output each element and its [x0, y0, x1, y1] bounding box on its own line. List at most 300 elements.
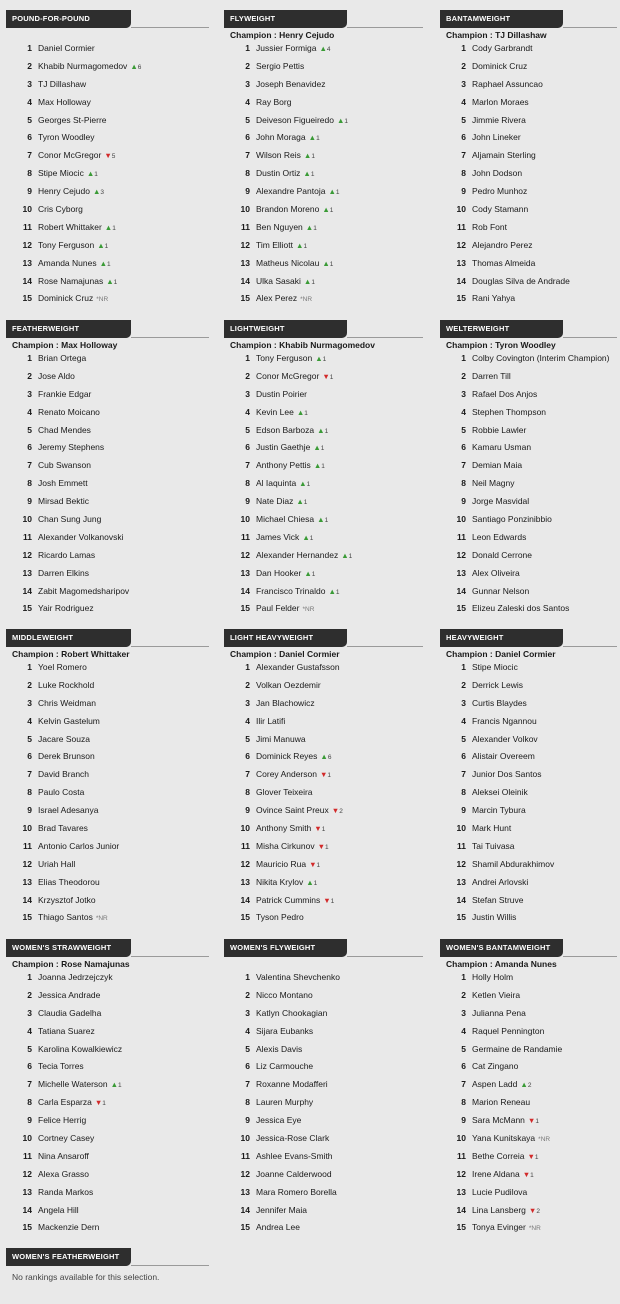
fighter-name-link[interactable]: Alexandre Pantoja — [256, 186, 326, 197]
rank-number: 7 — [461, 460, 466, 471]
fighter-name-link[interactable]: Jacare Souza — [38, 733, 90, 744]
rank-change — [302, 532, 314, 542]
fighter-row — [440, 1166, 620, 1184]
fighter-name-link[interactable]: Marlon Moraes — [472, 96, 529, 107]
fighter-row — [440, 820, 620, 838]
rank-change-value: 1 — [534, 1153, 539, 1161]
fighter-name-link[interactable]: Ovince Saint Preux — [256, 805, 329, 816]
ranking-list — [440, 969, 620, 1237]
fighter-name-link[interactable]: Julianna Pena — [472, 1007, 526, 1018]
fighter-row — [6, 748, 206, 766]
fighter-name-link[interactable]: Andrea Lee — [256, 1222, 300, 1233]
fighter-row — [6, 1023, 206, 1041]
fighter-row — [440, 386, 620, 404]
fighter-name-link[interactable]: Carla Esparza — [38, 1097, 92, 1108]
fighter-name-link[interactable]: Tony Ferguson — [38, 239, 95, 250]
fighter-name-link[interactable]: Cub Swanson — [38, 460, 91, 471]
fighter-name-link[interactable]: Lucie Pudilova — [472, 1186, 528, 1197]
rank-number: 2 — [461, 370, 466, 381]
fighter-name-link[interactable]: Raphael Assuncao — [472, 78, 543, 89]
fighter-row — [440, 219, 620, 237]
fighter-name-link[interactable]: Anthony Pettis — [256, 460, 311, 471]
fighter-name-link[interactable]: Mirsad Bektic — [38, 496, 90, 507]
fighter-name-link[interactable]: Frankie Edgar — [38, 388, 92, 399]
rank-number: 6 — [461, 132, 466, 143]
fighter-name-link[interactable]: Uriah Hall — [38, 858, 76, 869]
fighter-name-link[interactable]: Junior Dos Santos — [472, 769, 542, 780]
fighter-name-link[interactable]: Conor McGregor — [38, 150, 102, 161]
fighter-name-link[interactable]: Alejandro Perez — [472, 239, 533, 250]
fighter-name-link[interactable]: Renato Moicano — [38, 406, 100, 417]
fighter-name-link[interactable]: Israel Adesanya — [38, 805, 99, 816]
fighter-row — [6, 1166, 206, 1184]
rank-change-value: 1 — [107, 260, 111, 268]
fighter-row — [6, 874, 206, 892]
fighter-row — [440, 368, 620, 386]
fighter-name-link[interactable]: Stephen Thompson — [472, 406, 547, 417]
fighter-name-link[interactable]: Ashlee Evans-Smith — [256, 1150, 333, 1161]
fighter-name-link[interactable]: Josh Emmett — [38, 478, 88, 489]
fighter-name-link[interactable]: Jimmie Rivera — [472, 114, 526, 125]
fighter-name-link[interactable]: Alexander Hernandez — [256, 549, 339, 560]
fighter-name-link[interactable]: Daniel Cormier — [38, 43, 95, 53]
fighter-row — [440, 766, 620, 784]
fighter-name-link[interactable]: Max Holloway — [38, 96, 91, 107]
fighter-row — [224, 1202, 424, 1220]
fighter-name-link[interactable]: Lina Lansberg — [472, 1204, 526, 1215]
rank-number: 9 — [461, 496, 466, 507]
rank-number: 3 — [461, 388, 466, 399]
fighter-name-link[interactable]: Mauricio Rua — [256, 858, 307, 869]
fighter-name-link[interactable]: Darren Elkins — [38, 567, 90, 578]
rank-number: 14 — [22, 585, 32, 596]
fighter-name-link[interactable]: Dominick Cruz — [472, 60, 528, 71]
fighter-row — [6, 892, 206, 910]
fighter-row — [6, 1184, 206, 1202]
fighter-row — [224, 600, 424, 618]
fighter-row — [440, 183, 620, 201]
rank-number: 8 — [461, 478, 466, 489]
fighter-name-link[interactable]: Francisco Trinaldo — [256, 585, 326, 596]
fighter-name-link[interactable]: Glover Teixeira — [256, 787, 313, 798]
fighter-name-link[interactable]: Mark Hunt — [472, 823, 512, 834]
division-tab[interactable]: MIDDLEWEIGHT — [6, 629, 131, 647]
fighter-name-link[interactable]: Dan Hooker — [256, 567, 302, 578]
fighter-name-link[interactable]: Andrei Arlovski — [472, 876, 529, 887]
fighter-name-link[interactable]: Germaine de Randamie — [472, 1043, 563, 1054]
rank-change — [336, 115, 349, 125]
fighter-name-link[interactable]: Sijara Eubanks — [256, 1025, 314, 1036]
fighter-name-link[interactable]: Ketlen Vieira — [472, 989, 521, 1000]
fighter-name-link[interactable]: Kamaru Usman — [472, 442, 532, 453]
fighter-name-link[interactable]: Ilir Latifi — [256, 715, 286, 726]
fighter-name-link[interactable]: Roxanne Modafferi — [256, 1079, 328, 1090]
rank-change — [296, 499, 307, 506]
rank-number: 3 — [461, 1007, 466, 1018]
fighter-name-link[interactable]: Demian Maia — [472, 460, 523, 471]
fighter-name-link[interactable]: Bethe Correia — [472, 1150, 525, 1161]
fighter-name-link[interactable]: Ray Borg — [256, 96, 292, 107]
rank-number: 9 — [27, 805, 32, 816]
fighter-name-link[interactable]: Robert Whittaker — [38, 221, 102, 232]
divider — [131, 337, 209, 338]
fighter-name-link[interactable]: Jimi Manuwa — [256, 733, 306, 744]
fighter-name-link[interactable]: Dustin Poirier — [256, 388, 308, 399]
division-tab[interactable]: POUND-FOR-POUND — [6, 10, 131, 28]
fighter-name-link[interactable]: Stefan Struve — [472, 894, 524, 905]
fighter-name-link[interactable]: Stipe Miocic — [472, 662, 518, 672]
fighter-name-link[interactable]: TJ Dillashaw — [38, 78, 87, 89]
fighter-row — [6, 969, 206, 987]
empty-message: No rankings available for this selection. — [12, 1272, 160, 1282]
rank-change — [320, 754, 331, 761]
fighter-name-link[interactable]: John Moraga — [256, 132, 306, 143]
fighter-name-link[interactable]: Leon Edwards — [472, 531, 527, 542]
rank-change-value: 1 — [316, 135, 320, 143]
fighter-name-link[interactable]: Tonya Evinger — [472, 1222, 526, 1233]
fighter-row — [224, 1058, 424, 1076]
fighter-name-link[interactable]: Douglas Silva de Andrade — [472, 275, 570, 286]
fighter-name-link[interactable]: John Lineker — [472, 132, 521, 143]
fighter-name-link[interactable]: Aleksei Oleinik — [472, 787, 528, 798]
fighter-name-link[interactable]: Kevin Lee — [256, 406, 294, 417]
rank-change — [522, 1169, 534, 1179]
fighter-name-link[interactable]: Jeremy Stephens — [38, 442, 105, 453]
fighter-row — [440, 76, 620, 94]
fighter-name-link[interactable]: Raquel Pennington — [472, 1025, 545, 1036]
fighter-name-link[interactable]: Paulo Costa — [38, 787, 85, 798]
fighter-row — [224, 987, 424, 1005]
fighter-name-link[interactable]: Joseph Benavidez — [256, 78, 326, 89]
fighter-name-link[interactable]: Alexander Volkanovski — [38, 531, 124, 542]
fighter-name-link[interactable]: Jose Aldo — [38, 370, 75, 381]
fighter-name-link[interactable]: James Vick — [256, 531, 300, 542]
fighter-name-link[interactable]: Misha Cirkunov — [256, 840, 315, 851]
fighter-row — [440, 547, 620, 565]
fighter-name-link[interactable]: Ricardo Lamas — [38, 549, 96, 560]
fighter-row — [6, 1148, 206, 1166]
fighter-name-link[interactable]: Valentina Shevchenko — [256, 972, 340, 982]
fighter-row — [440, 511, 620, 529]
fighter-name-link[interactable]: Claudia Gadelha — [38, 1007, 102, 1018]
rank-change — [106, 276, 118, 286]
fighter-row — [6, 112, 206, 130]
rank-number: 1 — [27, 353, 32, 363]
fighter-row — [6, 237, 206, 255]
fighter-name-link[interactable]: Alexander Volkov — [472, 733, 538, 744]
fighter-name-link[interactable]: Jessica-Rose Clark — [256, 1133, 330, 1144]
fighter-name-link[interactable]: Justin Willis — [472, 912, 517, 923]
fighter-row — [6, 1094, 206, 1112]
fighter-row — [440, 784, 620, 802]
fighter-name-link[interactable]: Gunnar Nelson — [472, 585, 530, 596]
fighter-name-link[interactable]: Joanne Calderwood — [256, 1168, 332, 1179]
fighter-row — [440, 475, 620, 493]
fighter-name-link[interactable]: Corey Anderson — [256, 769, 317, 780]
division-tab[interactable]: LIGHT HEAVYWEIGHT — [224, 629, 347, 647]
fighter-name-link[interactable]: Yana Kunitskaya — [472, 1133, 536, 1144]
rank-change-value: 1 — [330, 897, 335, 905]
fighter-row — [440, 255, 620, 273]
triangle-up-icon: ▲ — [341, 550, 349, 560]
fighter-name-link[interactable]: Henry Cejudo — [38, 186, 90, 197]
rank-change — [299, 481, 310, 488]
fighter-row — [440, 201, 620, 219]
fighter-name-link[interactable]: Nina Ansaroff — [38, 1150, 89, 1161]
fighter-name-link[interactable]: Tyron Woodley — [38, 132, 95, 143]
rank-number: 10 — [456, 204, 466, 215]
rank-change — [303, 276, 315, 286]
fighter-name-link[interactable]: Mara Romero Borella — [256, 1186, 337, 1197]
fighter-name-link[interactable]: Alistair Overeem — [472, 751, 535, 762]
division-tab[interactable]: WOMEN'S FEATHERWEIGHT — [6, 1248, 131, 1266]
fighter-name-link[interactable]: Pedro Munhoz — [472, 186, 528, 197]
fighter-name-link[interactable]: Randa Markos — [38, 1186, 94, 1197]
fighter-name-link[interactable]: Jan Blachowicz — [256, 697, 315, 708]
fighter-name-link[interactable]: Deiveson Figueiredo — [256, 114, 334, 125]
fighter-row — [440, 1005, 620, 1023]
rank-number: 9 — [245, 186, 250, 197]
fighter-name-link[interactable]: Joanna Jedrzejczyk — [38, 972, 113, 982]
rank-number: 8 — [27, 168, 32, 179]
fighter-name-link[interactable]: Brandon Moreno — [256, 204, 320, 215]
fighter-name-link[interactable]: Nikita Krylov — [256, 876, 304, 887]
fighter-name-link[interactable]: Shamil Abdurakhimov — [472, 858, 555, 869]
fighter-name-link[interactable]: Michelle Waterson — [38, 1079, 108, 1090]
fighter-row — [224, 165, 424, 183]
fighter-row — [6, 1202, 206, 1220]
fighter-row — [440, 659, 620, 677]
fighter-name-link[interactable]: Tyson Pedro — [256, 912, 304, 923]
triangle-up-icon: ▲ — [110, 1080, 119, 1090]
rank-number: 10 — [456, 1133, 466, 1144]
fighter-name-link[interactable]: Santiago Ponzinibbio — [472, 514, 552, 525]
fighter-name-link[interactable]: Alex Perez — [256, 293, 298, 304]
fighter-name-link[interactable]: David Branch — [38, 769, 90, 780]
fighter-row — [224, 1023, 424, 1041]
ranking-list — [440, 350, 620, 618]
fighter-name-link[interactable]: Antonio Carlos Junior — [38, 840, 120, 851]
fighter-name-link[interactable]: Aljamain Sterling — [472, 150, 536, 161]
rank-number: 8 — [461, 787, 466, 798]
fighter-name-link[interactable]: Michael Chiesa — [256, 514, 315, 525]
fighter-name-link[interactable]: Chris Weidman — [38, 697, 96, 708]
division-tab[interactable]: WOMEN'S STRAWWEIGHT — [6, 939, 131, 957]
rank-change-value: 2 — [527, 1082, 532, 1090]
rank-number: 5 — [461, 114, 466, 125]
fighter-name-link[interactable]: Cody Stamann — [472, 204, 529, 215]
fighter-name-link[interactable]: Cris Cyborg — [38, 204, 83, 215]
fighter-name-link[interactable]: Tony Ferguson — [256, 353, 313, 363]
fighter-name-link[interactable]: Derrick Lewis — [472, 679, 524, 690]
triangle-up-icon: ▲ — [320, 752, 328, 762]
fighter-name-link[interactable]: Dominick Cruz — [38, 293, 94, 304]
fighter-row — [440, 1202, 620, 1220]
fighter-name-link[interactable]: Zabit Magomedsharipov — [38, 585, 130, 596]
fighter-name-link[interactable]: Jessica Andrade — [38, 989, 101, 1000]
fighter-row — [6, 547, 206, 565]
rank-change — [341, 550, 353, 560]
fighter-name-link[interactable]: Elias Theodorou — [38, 876, 100, 887]
fighter-name-link[interactable]: Volkan Oezdemir — [256, 679, 321, 690]
fighter-name-link[interactable]: Aspen Ladd — [472, 1079, 518, 1090]
fighter-name-link[interactable]: Alexis Davis — [256, 1043, 303, 1054]
rank-change-value: 1 — [310, 171, 315, 179]
fighter-name-link[interactable]: Alexander Gustafsson — [256, 662, 340, 672]
fighter-name-link[interactable]: Amanda Nunes — [38, 257, 97, 268]
rank-number: 7 — [245, 769, 250, 780]
fighter-name-link[interactable]: Sara McMann — [472, 1115, 525, 1126]
rank-number: 6 — [27, 1061, 32, 1072]
fighter-name-link[interactable]: Cat Zingano — [472, 1061, 519, 1072]
fighter-name-link[interactable]: Ulka Sasaki — [256, 275, 301, 286]
rank-number: 3 — [461, 78, 466, 89]
fighter-row — [440, 713, 620, 731]
fighter-name-link[interactable]: Cortney Casey — [38, 1133, 95, 1144]
fighter-name-link[interactable]: Rose Namajunas — [38, 275, 104, 286]
fighter-name-link[interactable]: Darren Till — [472, 370, 511, 381]
fighter-name-link[interactable]: Rob Font — [472, 221, 507, 232]
fighter-name-link[interactable]: Dominick Reyes — [256, 751, 318, 762]
fighter-name-link[interactable]: Mackenzie Dern — [38, 1222, 100, 1233]
fighter-name-link[interactable]: Rani Yahya — [472, 293, 516, 304]
rank-change-value: 1 — [324, 517, 329, 525]
fighter-name-link[interactable]: Francis Ngannou — [472, 715, 537, 726]
fighter-name-link[interactable]: Jennifer Maia — [256, 1204, 308, 1215]
fighter-name-link[interactable]: Conor McGregor — [256, 370, 320, 381]
fighter-name-link[interactable]: Tim Elliott — [256, 239, 293, 250]
fighter-name-link[interactable]: Nate Diaz — [256, 496, 294, 507]
rank-number: 13 — [22, 1186, 32, 1197]
fighter-row — [440, 350, 620, 368]
rank-number: 14 — [456, 894, 466, 905]
division-tab[interactable]: HEAVYWEIGHT — [440, 629, 563, 647]
rank-number: 4 — [245, 406, 250, 417]
fighter-name-link[interactable]: Curtis Blaydes — [472, 697, 527, 708]
fighter-name-link[interactable]: Marcin Tybura — [472, 805, 526, 816]
fighter-name-link[interactable]: Paul Felder — [256, 603, 300, 614]
fighter-name-link[interactable]: Jorge Masvidal — [472, 496, 530, 507]
fighter-name-link[interactable]: Anthony Smith — [256, 823, 312, 834]
fighter-name-link[interactable]: Patrick Cummins — [256, 894, 321, 905]
rank-change — [104, 153, 115, 160]
fighter-row — [224, 94, 424, 112]
not-ranked-badge: *NR — [95, 915, 108, 923]
fighter-name-link[interactable]: Thiago Santos — [38, 912, 93, 923]
fighter-name-link[interactable]: John Dodson — [472, 168, 523, 179]
fighter-name-link[interactable]: Matheus Nicolau — [256, 257, 320, 268]
fighter-name-link[interactable]: Al Iaquinta — [256, 478, 297, 489]
fighter-name-link[interactable]: Colby Covington (Interim Champion) — [472, 353, 610, 363]
fighter-name-link[interactable]: Brad Tavares — [38, 823, 88, 834]
rank-number: 7 — [27, 460, 32, 471]
rank-number: 15 — [240, 1222, 250, 1233]
fighter-name-link[interactable]: Angela Hill — [38, 1204, 79, 1215]
division-tab[interactable]: LIGHTWEIGHT — [224, 320, 347, 338]
not-ranked-badge: *NR — [300, 296, 313, 304]
fighter-row — [224, 892, 424, 910]
rank-change — [322, 207, 333, 214]
fighter-name-link[interactable]: Dustin Ortiz — [256, 168, 301, 179]
fighter-name-link[interactable]: Nicco Montano — [256, 989, 313, 1000]
division-tab[interactable]: WOMEN'S FLYWEIGHT — [224, 939, 347, 957]
rank-change-value: 1 — [113, 278, 118, 286]
fighter-name-link[interactable]: Rafael Dos Anjos — [472, 388, 538, 399]
fighter-name-link[interactable]: Lauren Murphy — [256, 1097, 314, 1108]
fighter-row — [440, 1148, 620, 1166]
triangle-down-icon: ▼ — [94, 1098, 103, 1108]
division-tab[interactable]: WOMEN'S BANTAMWEIGHT — [440, 939, 563, 957]
champion-label: Champion : Rose Namajunas — [12, 959, 130, 969]
fighter-name-link[interactable]: Kelvin Gastelum — [38, 715, 100, 726]
fighter-name-link[interactable]: Alex Oliveira — [472, 567, 520, 578]
fighter-name-link[interactable]: Yair Rodriguez — [38, 603, 94, 614]
fighter-name-link[interactable]: Chan Sung Jung — [38, 514, 102, 525]
fighter-name-link[interactable]: Tecia Torres — [38, 1061, 84, 1072]
fighter-name-link[interactable]: Cody Garbrandt — [472, 43, 533, 53]
fighter-name-link[interactable]: Georges St-Pierre — [38, 114, 107, 125]
fighter-name-link[interactable]: Jussier Formiga — [256, 43, 317, 53]
divider — [563, 956, 617, 957]
rank-number: 4 — [27, 1025, 32, 1036]
fighter-name-link[interactable]: Robbie Lawler — [472, 424, 527, 435]
division-tab[interactable]: BANTAMWEIGHT — [440, 10, 563, 28]
fighter-name-link[interactable]: Brian Ortega — [38, 353, 87, 363]
fighter-name-link[interactable]: Irene Aldana — [472, 1168, 520, 1179]
fighter-name-link[interactable]: Katlyn Chookagian — [256, 1007, 328, 1018]
division-tab[interactable]: FEATHERWEIGHT — [6, 320, 131, 338]
fighter-name-link[interactable]: Yoel Romero — [38, 662, 87, 672]
fighter-name-link[interactable]: Holly Holm — [472, 972, 514, 982]
fighter-name-link[interactable]: Justin Gaethje — [256, 442, 311, 453]
fighter-name-link[interactable]: Tai Tuivasa — [472, 840, 515, 851]
rank-change — [95, 1100, 106, 1107]
fighter-name-link[interactable]: Donald Cerrone — [472, 549, 533, 560]
fighter-name-link[interactable]: Neil Magny — [472, 478, 515, 489]
fighter-name-link[interactable]: Jessica Eye — [256, 1115, 302, 1126]
division-tab[interactable]: FLYWEIGHT — [224, 10, 347, 28]
fighter-name-link[interactable]: Ben Nguyen — [256, 221, 303, 232]
fighter-name-link[interactable]: Karolina Kowalkiewicz — [38, 1043, 123, 1054]
rank-number: 10 — [456, 514, 466, 525]
rank-change-value: 1 — [309, 534, 314, 542]
division-tab[interactable]: WELTERWEIGHT — [440, 320, 563, 338]
rank-number: 5 — [461, 733, 466, 744]
fighter-name-link[interactable]: Felice Herrig — [38, 1115, 87, 1126]
rank-change — [317, 841, 329, 851]
fighter-name-link[interactable]: Edson Barboza — [256, 424, 315, 435]
fighter-row — [440, 1130, 620, 1148]
fighter-row — [224, 386, 424, 404]
fighter-name-link[interactable]: Elizeu Zaleski dos Santos — [472, 603, 570, 614]
fighter-name-link[interactable]: Sergio Pettis — [256, 60, 305, 71]
fighter-name-link[interactable]: Tatiana Suarez — [38, 1025, 95, 1036]
fighter-row — [6, 529, 206, 547]
fighter-name-link[interactable]: Krzysztof Jotko — [38, 894, 96, 905]
fighter-row — [6, 457, 206, 475]
fighter-name-link[interactable]: Alexa Grasso — [38, 1168, 90, 1179]
fighter-name-link[interactable]: Stipe Miocic — [38, 168, 84, 179]
fighter-name-link[interactable]: Liz Carmouche — [256, 1061, 314, 1072]
rank-number: 10 — [240, 823, 250, 834]
fighter-name-link[interactable]: Marion Reneau — [472, 1097, 531, 1108]
fighter-name-link[interactable]: Khabib Nurmagomedov — [38, 60, 128, 71]
fighter-name-link[interactable]: Derek Brunson — [38, 751, 95, 762]
fighter-name-link[interactable]: Luke Rockhold — [38, 679, 95, 690]
fighter-name-link[interactable]: Thomas Almeida — [472, 257, 536, 268]
fighter-name-link[interactable]: Wilson Reis — [256, 150, 301, 161]
fighter-name-link[interactable]: Chad Mendes — [38, 424, 91, 435]
